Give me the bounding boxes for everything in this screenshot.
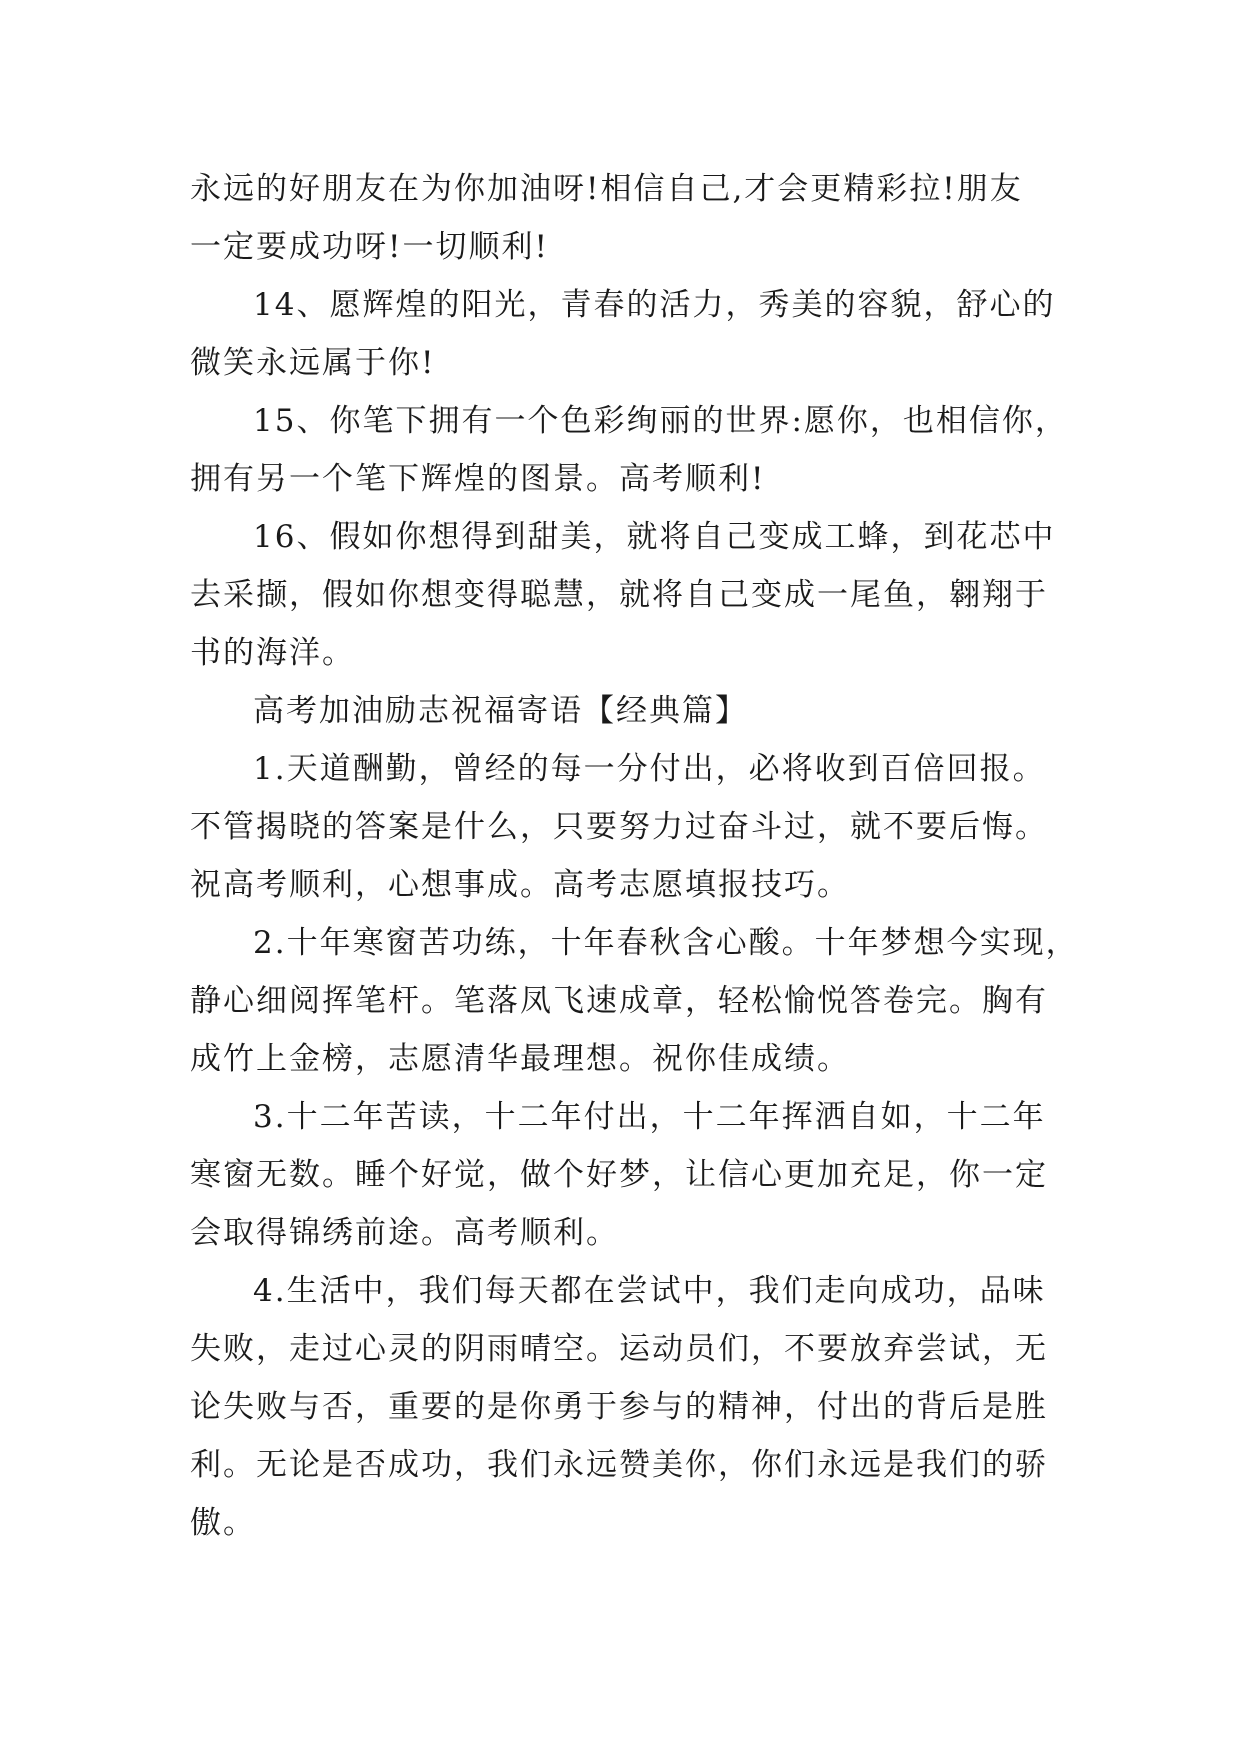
paragraph-4-start: 4.生活中，我们每天都在尝试中，我们走向成功，品味 xyxy=(253,1273,1046,1309)
text-line: 祝高考顺利，心想事成。高考志愿填报技巧。 xyxy=(190,867,850,903)
text-line: 成竹上金榜，志愿清华最理想。祝你佳成绩。 xyxy=(190,1041,850,1077)
text-line: 寒窗无数。睡个好觉，做个好梦，让信心更加充足，你一定 xyxy=(190,1157,1048,1193)
paragraph-14-start: 14、愿辉煌的阳光，青春的活力，秀美的容貌，舒心的 xyxy=(253,287,1056,323)
text-line: 拥有另一个笔下辉煌的图景。高考顺利! xyxy=(190,461,766,497)
text-line: 书的海洋。 xyxy=(190,635,355,671)
text-line: 傲。 xyxy=(190,1505,256,1541)
text-line: 静心细阅挥笔杆。笔落凤飞速成章，轻松愉悦答卷完。胸有 xyxy=(190,983,1048,1019)
document-body xyxy=(190,160,1079,1552)
text-line: 会取得锦绣前途。高考顺利。 xyxy=(190,1215,619,1251)
paragraph-15-start: 15、你笔下拥有一个色彩绚丽的世界:愿你，也相信你， xyxy=(253,403,1068,439)
text-line: 失败，走过心灵的阴雨晴空。运动员们，不要放弃尝试，无 xyxy=(190,1331,1048,1367)
text-line: 不管揭晓的答案是什么，只要努力过奋斗过，就不要后悔。 xyxy=(190,809,1048,845)
text-line: 一定要成功呀!一切顺利! xyxy=(190,229,549,265)
text-line: 利。无论是否成功，我们永远赞美你，你们永远是我们的骄 xyxy=(190,1447,1048,1483)
paragraph-16-start: 16、假如你想得到甜美，就将自己变成工蜂，到花芯中 xyxy=(253,519,1056,555)
text-line: 永远的好朋友在为你加油呀!相信自己,才会更精彩拉!朋友 xyxy=(190,171,1023,207)
text-line: 微笑永远属于你! xyxy=(190,345,436,381)
section-heading: 高考加油励志祝福寄语【经典篇】 xyxy=(253,693,748,729)
paragraph-2-start: 2.十年寒窗苦功练，十年春秋含心酸。十年梦想今实现， xyxy=(253,925,1079,961)
text-line: 去采撷，假如你想变得聪慧，就将自己变成一尾鱼，翱翔于 xyxy=(190,577,1048,613)
paragraph-3-start: 3.十二年苦读，十二年付出，十二年挥洒自如，十二年 xyxy=(253,1099,1046,1135)
text-line: 论失败与否，重要的是你勇于参与的精神，付出的背后是胜 xyxy=(190,1389,1048,1425)
paragraph-1-start: 1.天道酬勤，曾经的每一分付出，必将收到百倍回报。 xyxy=(253,751,1046,787)
